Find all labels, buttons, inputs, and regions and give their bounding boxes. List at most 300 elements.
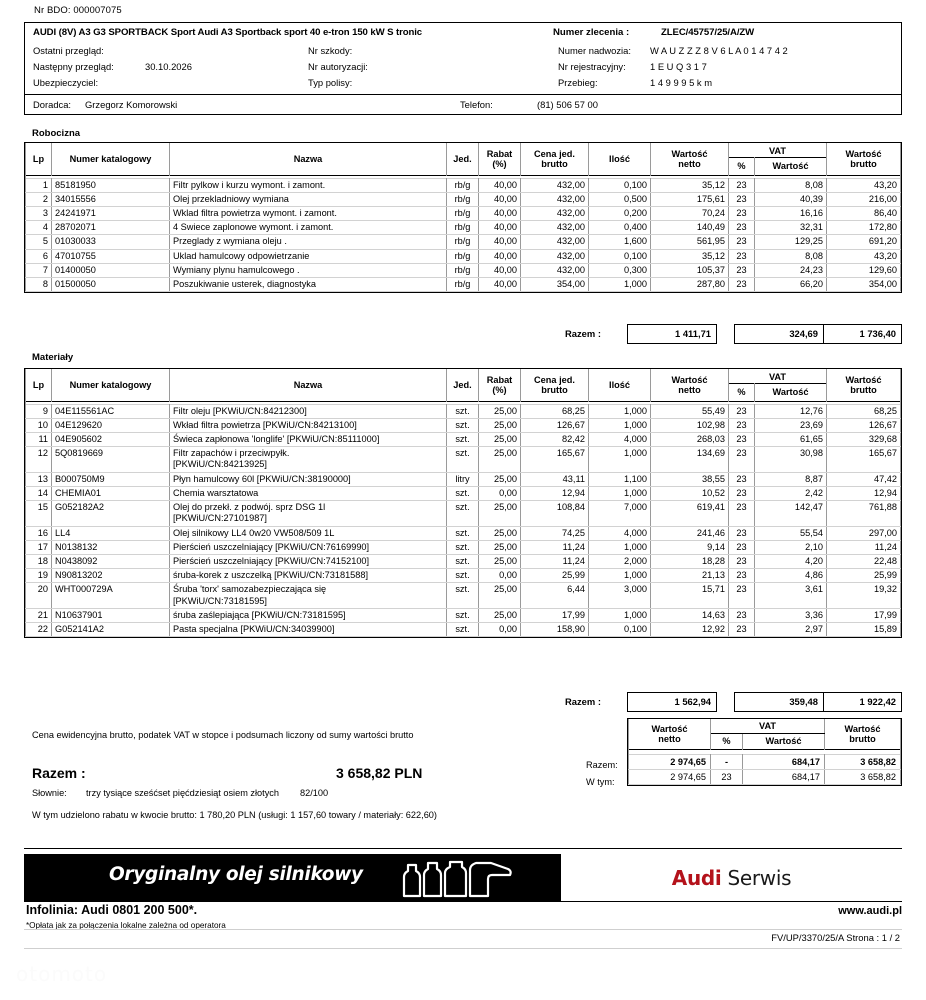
item-discount: 40,00 — [478, 263, 520, 277]
summary-table-head — [629, 719, 901, 754]
item-vat-pct: 23 — [728, 249, 754, 263]
item-net-value: 15,71 — [650, 583, 728, 608]
item-gross-value: 25,99 — [827, 569, 901, 583]
sum-netto: 2 974,65 — [629, 754, 711, 769]
item-gross-value: 354,00 — [827, 278, 901, 292]
item-vat-pct: 23 — [728, 207, 754, 221]
item-discount: 25,00 — [478, 555, 520, 569]
oplata-note: *Opłata jak za połączenia lokalne zależna od operatora — [26, 921, 226, 930]
item-catalog-number: N0138132 — [52, 540, 170, 554]
item-catalog-number: G052182A2 — [52, 501, 170, 526]
audi-wordmark: Audi — [671, 865, 722, 890]
col-cena-jed-brutto: Cena jed. brutto — [520, 143, 588, 175]
item-lp: 12 — [26, 447, 52, 472]
item-lp: 7 — [26, 263, 52, 277]
sum-netto: 2 974,65 — [629, 769, 711, 784]
item-vat-value: 2,10 — [754, 540, 826, 554]
footer-last-rule — [24, 948, 902, 949]
field-value: W A U Z Z Z 8 V 6 L A 0 1 4 7 4 2 — [650, 44, 788, 56]
item-net-value: 14,63 — [650, 608, 728, 622]
item-unit-price: 68,25 — [520, 404, 588, 418]
item-unit-price: 12,94 — [520, 486, 588, 500]
item-unit-price: 432,00 — [520, 235, 588, 249]
item-quantity: 4,000 — [588, 433, 650, 447]
vat-note: Cena ewidencyjna brutto, podatek VAT w stopce i podsumach liczony od sumy wartości brutto — [32, 730, 414, 740]
item-vat-pct: 23 — [728, 583, 754, 608]
item-unit-price: 6,44 — [520, 583, 588, 608]
item-vat-value: 23,69 — [754, 418, 826, 432]
sum-col-vat-wart: Wartość — [743, 734, 825, 749]
item-lp: 20 — [26, 583, 52, 608]
item-vat-pct: 23 — [728, 608, 754, 622]
item-vat-pct: 23 — [728, 555, 754, 569]
item-gross-value: 68,25 — [827, 404, 901, 418]
item-name: śruba zaślepiająca [PKWiU/CN:73181595] — [170, 608, 447, 622]
item-quantity: 0,300 — [588, 263, 650, 277]
item-quantity: 1,000 — [588, 278, 650, 292]
item-vat-pct: 23 — [728, 569, 754, 583]
table-row — [26, 207, 901, 221]
item-name: Filtr oleju [PKWiU/CN:84212300] — [170, 404, 447, 418]
item-unit-price: 432,00 — [520, 263, 588, 277]
item-catalog-number: 34015556 — [52, 192, 170, 206]
item-vat-pct: 23 — [728, 433, 754, 447]
bdo-number: Nr BDO: 000007075 — [34, 5, 122, 16]
item-discount: 40,00 — [478, 192, 520, 206]
item-gross-value: 43,20 — [827, 178, 901, 192]
table-row — [26, 178, 901, 192]
item-unit-price: 82,42 — [520, 433, 588, 447]
col-vat-wartosc: Wartość — [754, 158, 826, 175]
col-vat-group: VAT — [728, 369, 826, 384]
item-catalog-number: N90813202 — [52, 569, 170, 583]
item-vat-pct: 23 — [728, 278, 754, 292]
item-lp: 2 — [26, 192, 52, 206]
item-vat-value: 4,86 — [754, 569, 826, 583]
item-discount: 25,00 — [478, 404, 520, 418]
header-left-column — [33, 42, 308, 90]
item-discount: 40,00 — [478, 221, 520, 235]
table-row — [26, 569, 901, 583]
item-quantity: 7,000 — [588, 501, 650, 526]
item-discount: 25,00 — [478, 540, 520, 554]
item-unit-price: 11,24 — [520, 540, 588, 554]
item-lp: 10 — [26, 418, 52, 432]
item-unit-price: 432,00 — [520, 178, 588, 192]
item-unit-price: 17,99 — [520, 608, 588, 622]
item-name: Filtr pylkow i kurzu wymont. i zamont. — [170, 178, 447, 192]
advisor-label: Doradca: — [33, 99, 72, 110]
summary-vat-table — [627, 718, 902, 786]
col-wartosc-netto: Wartość netto — [650, 369, 728, 401]
item-name: Olej do przekł. z podwój. sprz DSG 1l [PKWiU/CN:27101987] — [170, 501, 447, 526]
item-lp: 8 — [26, 278, 52, 292]
oil-bottles-icon — [396, 860, 516, 900]
field-value: 1 E U Q 3 1 7 — [650, 60, 707, 72]
item-unit: rb/g — [446, 249, 478, 263]
table-row — [26, 221, 901, 235]
item-gross-value: 129,60 — [827, 263, 901, 277]
col-cena-jed-brutto: Cena jed. brutto — [520, 369, 588, 401]
item-name: Płyn hamulcowy 60l [PKWiU/CN:38190000] — [170, 472, 447, 486]
field-label: Numer nadwozia: — [558, 44, 631, 56]
item-discount: 25,00 — [478, 501, 520, 526]
item-vat-value: 30,98 — [754, 447, 826, 472]
item-name: śruba-korek z uszczelką [PKWiU/CN:73181588] — [170, 569, 447, 583]
item-quantity: 1,000 — [588, 608, 650, 622]
col-vat-pct: % — [728, 158, 754, 175]
item-name: Pasta specjalna [PKWiU/CN:34039900] — [170, 623, 447, 637]
field-typ-polisy — [308, 74, 558, 90]
grand-total-label: Razem : — [32, 765, 86, 781]
item-net-value: 102,98 — [650, 418, 728, 432]
col-ilosc: Ilość — [588, 369, 650, 401]
item-quantity: 1,000 — [588, 404, 650, 418]
item-vat-value: 16,16 — [754, 207, 826, 221]
field-label: Ostatni przegląd: — [33, 44, 104, 56]
col-rabat: Rabat (%) — [478, 369, 520, 401]
item-name: Uklad hamulcowy odpowietrzanie — [170, 249, 447, 263]
item-discount: 25,00 — [478, 472, 520, 486]
item-vat-value: 32,31 — [754, 221, 826, 235]
item-net-value: 9,14 — [650, 540, 728, 554]
item-vat-pct: 23 — [728, 178, 754, 192]
field-label: Ubezpieczyciel: — [33, 76, 99, 88]
item-vat-value: 142,47 — [754, 501, 826, 526]
table-row — [26, 235, 901, 249]
col-vat-group: VAT — [728, 143, 826, 158]
item-catalog-number: 47010755 — [52, 249, 170, 263]
item-quantity: 2,000 — [588, 555, 650, 569]
materials-table-head — [26, 369, 901, 404]
item-net-value: 55,49 — [650, 404, 728, 418]
header-right-column — [558, 42, 893, 90]
item-unit: rb/g — [446, 278, 478, 292]
item-unit: rb/g — [446, 235, 478, 249]
item-catalog-number: 28702071 — [52, 221, 170, 235]
table-row — [26, 623, 901, 637]
item-net-value: 140,49 — [650, 221, 728, 235]
item-net-value: 21,13 — [650, 569, 728, 583]
col-vat-pct: % — [728, 384, 754, 401]
item-catalog-number: WHT000729A — [52, 583, 170, 608]
item-gross-value: 15,89 — [827, 623, 901, 637]
col-nazwa: Nazwa — [170, 143, 447, 175]
item-vat-value: 55,54 — [754, 526, 826, 540]
item-net-value: 268,03 — [650, 433, 728, 447]
item-quantity: 1,000 — [588, 540, 650, 554]
order-number-value: ZLEC/45757/25/A/ZW — [661, 27, 755, 38]
field-label: Przebieg: — [558, 76, 598, 88]
footer-bottom-rule — [24, 929, 902, 930]
item-discount: 25,00 — [478, 447, 520, 472]
item-gross-value: 216,00 — [827, 192, 901, 206]
col-katalog: Numer katalogowy — [52, 143, 170, 175]
materials-section-caption: Materiały — [32, 352, 74, 363]
item-vat-value: 3,61 — [754, 583, 826, 608]
item-vat-value: 129,25 — [754, 235, 826, 249]
item-vat-pct: 23 — [728, 192, 754, 206]
item-vat-pct: 23 — [728, 526, 754, 540]
col-lp: Lp — [26, 143, 52, 175]
sum-col-vat-group: VAT — [711, 719, 825, 734]
sum-vat-pct: - — [711, 754, 743, 769]
materials-table-body — [26, 404, 901, 637]
field-label: Następny przegląd: — [33, 60, 114, 72]
table-row — [26, 447, 901, 472]
amount-in-words-value: trzy tysiące sześćset pięćdziesiąt osiem złotych — [86, 788, 280, 798]
item-catalog-number: G052141A2 — [52, 623, 170, 637]
labour-table-body — [26, 178, 901, 292]
item-net-value: 18,28 — [650, 555, 728, 569]
item-net-value: 105,37 — [650, 263, 728, 277]
item-vat-value: 4,20 — [754, 555, 826, 569]
item-lp: 1 — [26, 178, 52, 192]
item-gross-value: 22,48 — [827, 555, 901, 569]
field-nr-rejestracyjny — [558, 58, 893, 74]
field-label: Nr rejestracyjny: — [558, 60, 626, 72]
field-value: 30.10.2026 — [145, 60, 192, 72]
item-net-value: 619,41 — [650, 501, 728, 526]
audi-serwis-logo — [561, 854, 902, 901]
item-vat-value: 8,08 — [754, 178, 826, 192]
item-name: Filtr zapachów i przeciwpyłk. [PKWiU/CN:84213925] — [170, 447, 447, 472]
item-discount: 40,00 — [478, 278, 520, 292]
item-gross-value: 86,40 — [827, 207, 901, 221]
item-unit-price: 25,99 — [520, 569, 588, 583]
sum-vat-wart: 684,17 — [743, 754, 825, 769]
table-row — [629, 754, 901, 769]
field-value: 1 4 9 9 9 5 k m — [650, 76, 713, 88]
item-vat-pct: 23 — [728, 486, 754, 500]
item-name: 4 Swiece zaplonowe wymont. i zamont. — [170, 221, 447, 235]
amount-in-words-label: Słownie: — [32, 788, 67, 798]
item-vat-value: 12,76 — [754, 404, 826, 418]
item-gross-value: 297,00 — [827, 526, 901, 540]
item-unit-price: 74,25 — [520, 526, 588, 540]
item-vat-pct: 23 — [728, 235, 754, 249]
footer-top-rule — [24, 848, 902, 849]
table-row — [26, 433, 901, 447]
item-unit: rb/g — [446, 207, 478, 221]
item-lp: 4 — [26, 221, 52, 235]
item-name: Wymiany plynu hamulcowego . — [170, 263, 447, 277]
labour-table — [24, 142, 902, 293]
item-catalog-number: 01400050 — [52, 263, 170, 277]
item-vat-pct: 23 — [728, 472, 754, 486]
item-unit: rb/g — [446, 221, 478, 235]
item-quantity: 1,000 — [588, 447, 650, 472]
item-name: Świeca zapłonowa 'longlife' [PKWiU/CN:85111000] — [170, 433, 447, 447]
item-quantity: 1,000 — [588, 569, 650, 583]
field-numer-nadwozia — [558, 42, 893, 58]
item-unit: szt. — [446, 583, 478, 608]
labour-total-vat: 324,69 — [734, 324, 824, 344]
item-discount: 25,00 — [478, 608, 520, 622]
field-nr-szkody — [308, 42, 558, 58]
item-gross-value: 47,42 — [827, 472, 901, 486]
field-ubezpieczyciel — [33, 74, 308, 90]
col-rabat: Rabat (%) — [478, 143, 520, 175]
field-nastepny-przeglad — [33, 58, 308, 74]
table-row — [26, 526, 901, 540]
item-net-value: 10,52 — [650, 486, 728, 500]
item-gross-value: 43,20 — [827, 249, 901, 263]
oil-banner — [24, 854, 902, 901]
otomoto-watermark: otomoto — [16, 962, 108, 986]
item-gross-value: 19,32 — [827, 583, 901, 608]
item-gross-value: 172,80 — [827, 221, 901, 235]
item-vat-pct: 23 — [728, 263, 754, 277]
vehicle-header-box — [24, 22, 902, 115]
item-discount: 0,00 — [478, 569, 520, 583]
item-lp: 5 — [26, 235, 52, 249]
item-lp: 6 — [26, 249, 52, 263]
table-row — [26, 501, 901, 526]
labour-total-brutto: 1 736,40 — [824, 324, 902, 344]
item-name: Śruba 'torx' samozabezpieczająca się [PKWiU/CN:73181595] — [170, 583, 447, 608]
item-name: Wkład filtra powietrza [PKWiU/CN:84213100] — [170, 418, 447, 432]
item-vat-pct: 23 — [728, 221, 754, 235]
table-row — [26, 404, 901, 418]
item-net-value: 241,46 — [650, 526, 728, 540]
phone-value: (81) 506 57 00 — [537, 99, 598, 110]
item-unit: szt. — [446, 540, 478, 554]
table-row — [26, 249, 901, 263]
vehicle-description: AUDI (8V) A3 G3 SPORTBACK Sport Audi A3 Sportback sport 40 e-tron 150 kW S tronic — [33, 27, 423, 38]
amount-in-words-fraction: 82/100 — [300, 788, 329, 798]
item-catalog-number: 04E129620 — [52, 418, 170, 432]
item-vat-pct: 23 — [728, 404, 754, 418]
item-unit: szt. — [446, 608, 478, 622]
item-discount: 0,00 — [478, 486, 520, 500]
item-name: Wklad filtra powietrza wymont. i zamont. — [170, 207, 447, 221]
field-label: Nr autoryzacji: — [308, 60, 368, 72]
item-net-value: 12,92 — [650, 623, 728, 637]
item-name: Pierścień uszczelniający [PKWiU/CN:76169990] — [170, 540, 447, 554]
item-name: Olej przekladniowy wymiana — [170, 192, 447, 206]
item-gross-value: 12,94 — [827, 486, 901, 500]
grand-total-value: 3 658,82 PLN — [336, 765, 423, 781]
item-gross-value: 11,24 — [827, 540, 901, 554]
col-vat-wartosc: Wartość — [754, 384, 826, 401]
item-unit: szt. — [446, 486, 478, 500]
item-catalog-number: B000750M9 — [52, 472, 170, 486]
footer-mid-rule — [24, 901, 902, 902]
item-net-value: 35,12 — [650, 249, 728, 263]
item-unit-price: 126,67 — [520, 418, 588, 432]
col-wartosc-brutto: Wartość brutto — [827, 143, 901, 175]
sum-col-vat-pct: % — [711, 734, 743, 749]
item-unit: rb/g — [446, 263, 478, 277]
item-catalog-number: LL4 — [52, 526, 170, 540]
item-discount: 40,00 — [478, 178, 520, 192]
item-net-value: 70,24 — [650, 207, 728, 221]
item-gross-value: 691,20 — [827, 235, 901, 249]
item-quantity: 1,600 — [588, 235, 650, 249]
item-unit: szt. — [446, 433, 478, 447]
item-lp: 14 — [26, 486, 52, 500]
sum-col-brutto: Wartość brutto — [825, 719, 901, 749]
field-nr-autoryzacji — [308, 58, 558, 74]
item-vat-value: 66,20 — [754, 278, 826, 292]
item-unit: szt. — [446, 555, 478, 569]
item-discount: 40,00 — [478, 207, 520, 221]
header-fields — [25, 41, 901, 94]
item-unit: rb/g — [446, 192, 478, 206]
labour-section-caption: Robocizna — [32, 128, 81, 139]
item-name: Przeglady z wymiana oleju . — [170, 235, 447, 249]
item-lp: 15 — [26, 501, 52, 526]
sum-vat-wart: 684,17 — [743, 769, 825, 784]
item-quantity: 1,000 — [588, 418, 650, 432]
item-net-value: 38,55 — [650, 472, 728, 486]
table-row — [26, 472, 901, 486]
summary-table-body — [629, 754, 901, 784]
item-catalog-number: 04E905602 — [52, 433, 170, 447]
table-row — [26, 583, 901, 608]
item-gross-value: 761,88 — [827, 501, 901, 526]
item-net-value: 175,61 — [650, 192, 728, 206]
item-catalog-number: 85181950 — [52, 178, 170, 192]
item-catalog-number: 5Q0819669 — [52, 447, 170, 472]
item-quantity: 0,200 — [588, 207, 650, 221]
item-net-value: 134,69 — [650, 447, 728, 472]
item-gross-value: 126,67 — [827, 418, 901, 432]
item-unit: szt. — [446, 404, 478, 418]
table-row — [26, 540, 901, 554]
item-vat-value: 24,23 — [754, 263, 826, 277]
field-label: Nr szkody: — [308, 44, 353, 56]
item-unit: szt. — [446, 418, 478, 432]
item-quantity: 0,100 — [588, 249, 650, 263]
item-catalog-number: CHEMIA01 — [52, 486, 170, 500]
item-discount: 25,00 — [478, 418, 520, 432]
item-unit-price: 11,24 — [520, 555, 588, 569]
item-unit: szt. — [446, 501, 478, 526]
item-unit-price: 165,67 — [520, 447, 588, 472]
sum-brutto: 3 658,82 — [825, 754, 901, 769]
summary-label-wtym: W tym: — [586, 777, 615, 787]
col-lp: Lp — [26, 369, 52, 401]
advisor-row — [25, 95, 901, 114]
item-quantity: 0,100 — [588, 623, 650, 637]
item-lp: 21 — [26, 608, 52, 622]
item-quantity: 0,500 — [588, 192, 650, 206]
table-row — [26, 278, 901, 292]
item-vat-value: 40,39 — [754, 192, 826, 206]
item-unit-price: 432,00 — [520, 207, 588, 221]
oil-banner-text: Oryginalny olej silnikowy — [109, 864, 363, 885]
item-unit-price: 432,00 — [520, 249, 588, 263]
item-vat-value: 3,36 — [754, 608, 826, 622]
table-row — [26, 263, 901, 277]
item-quantity: 3,000 — [588, 583, 650, 608]
item-vat-pct: 23 — [728, 501, 754, 526]
item-net-value: 35,12 — [650, 178, 728, 192]
item-vat-value: 8,87 — [754, 472, 826, 486]
summary-row-labels — [586, 757, 630, 791]
field-label: Typ polisy: — [308, 76, 353, 88]
col-jed: Jed. — [446, 143, 478, 175]
website-link[interactable]: www.audi.pl — [838, 905, 902, 917]
field-ostatni-przeglad — [33, 42, 308, 58]
item-discount: 25,00 — [478, 433, 520, 447]
item-unit-price: 108,84 — [520, 501, 588, 526]
item-name: Pierścień uszczelniający [PKWiU/CN:74152100] — [170, 555, 447, 569]
item-quantity: 1,000 — [588, 486, 650, 500]
item-unit: litry — [446, 472, 478, 486]
